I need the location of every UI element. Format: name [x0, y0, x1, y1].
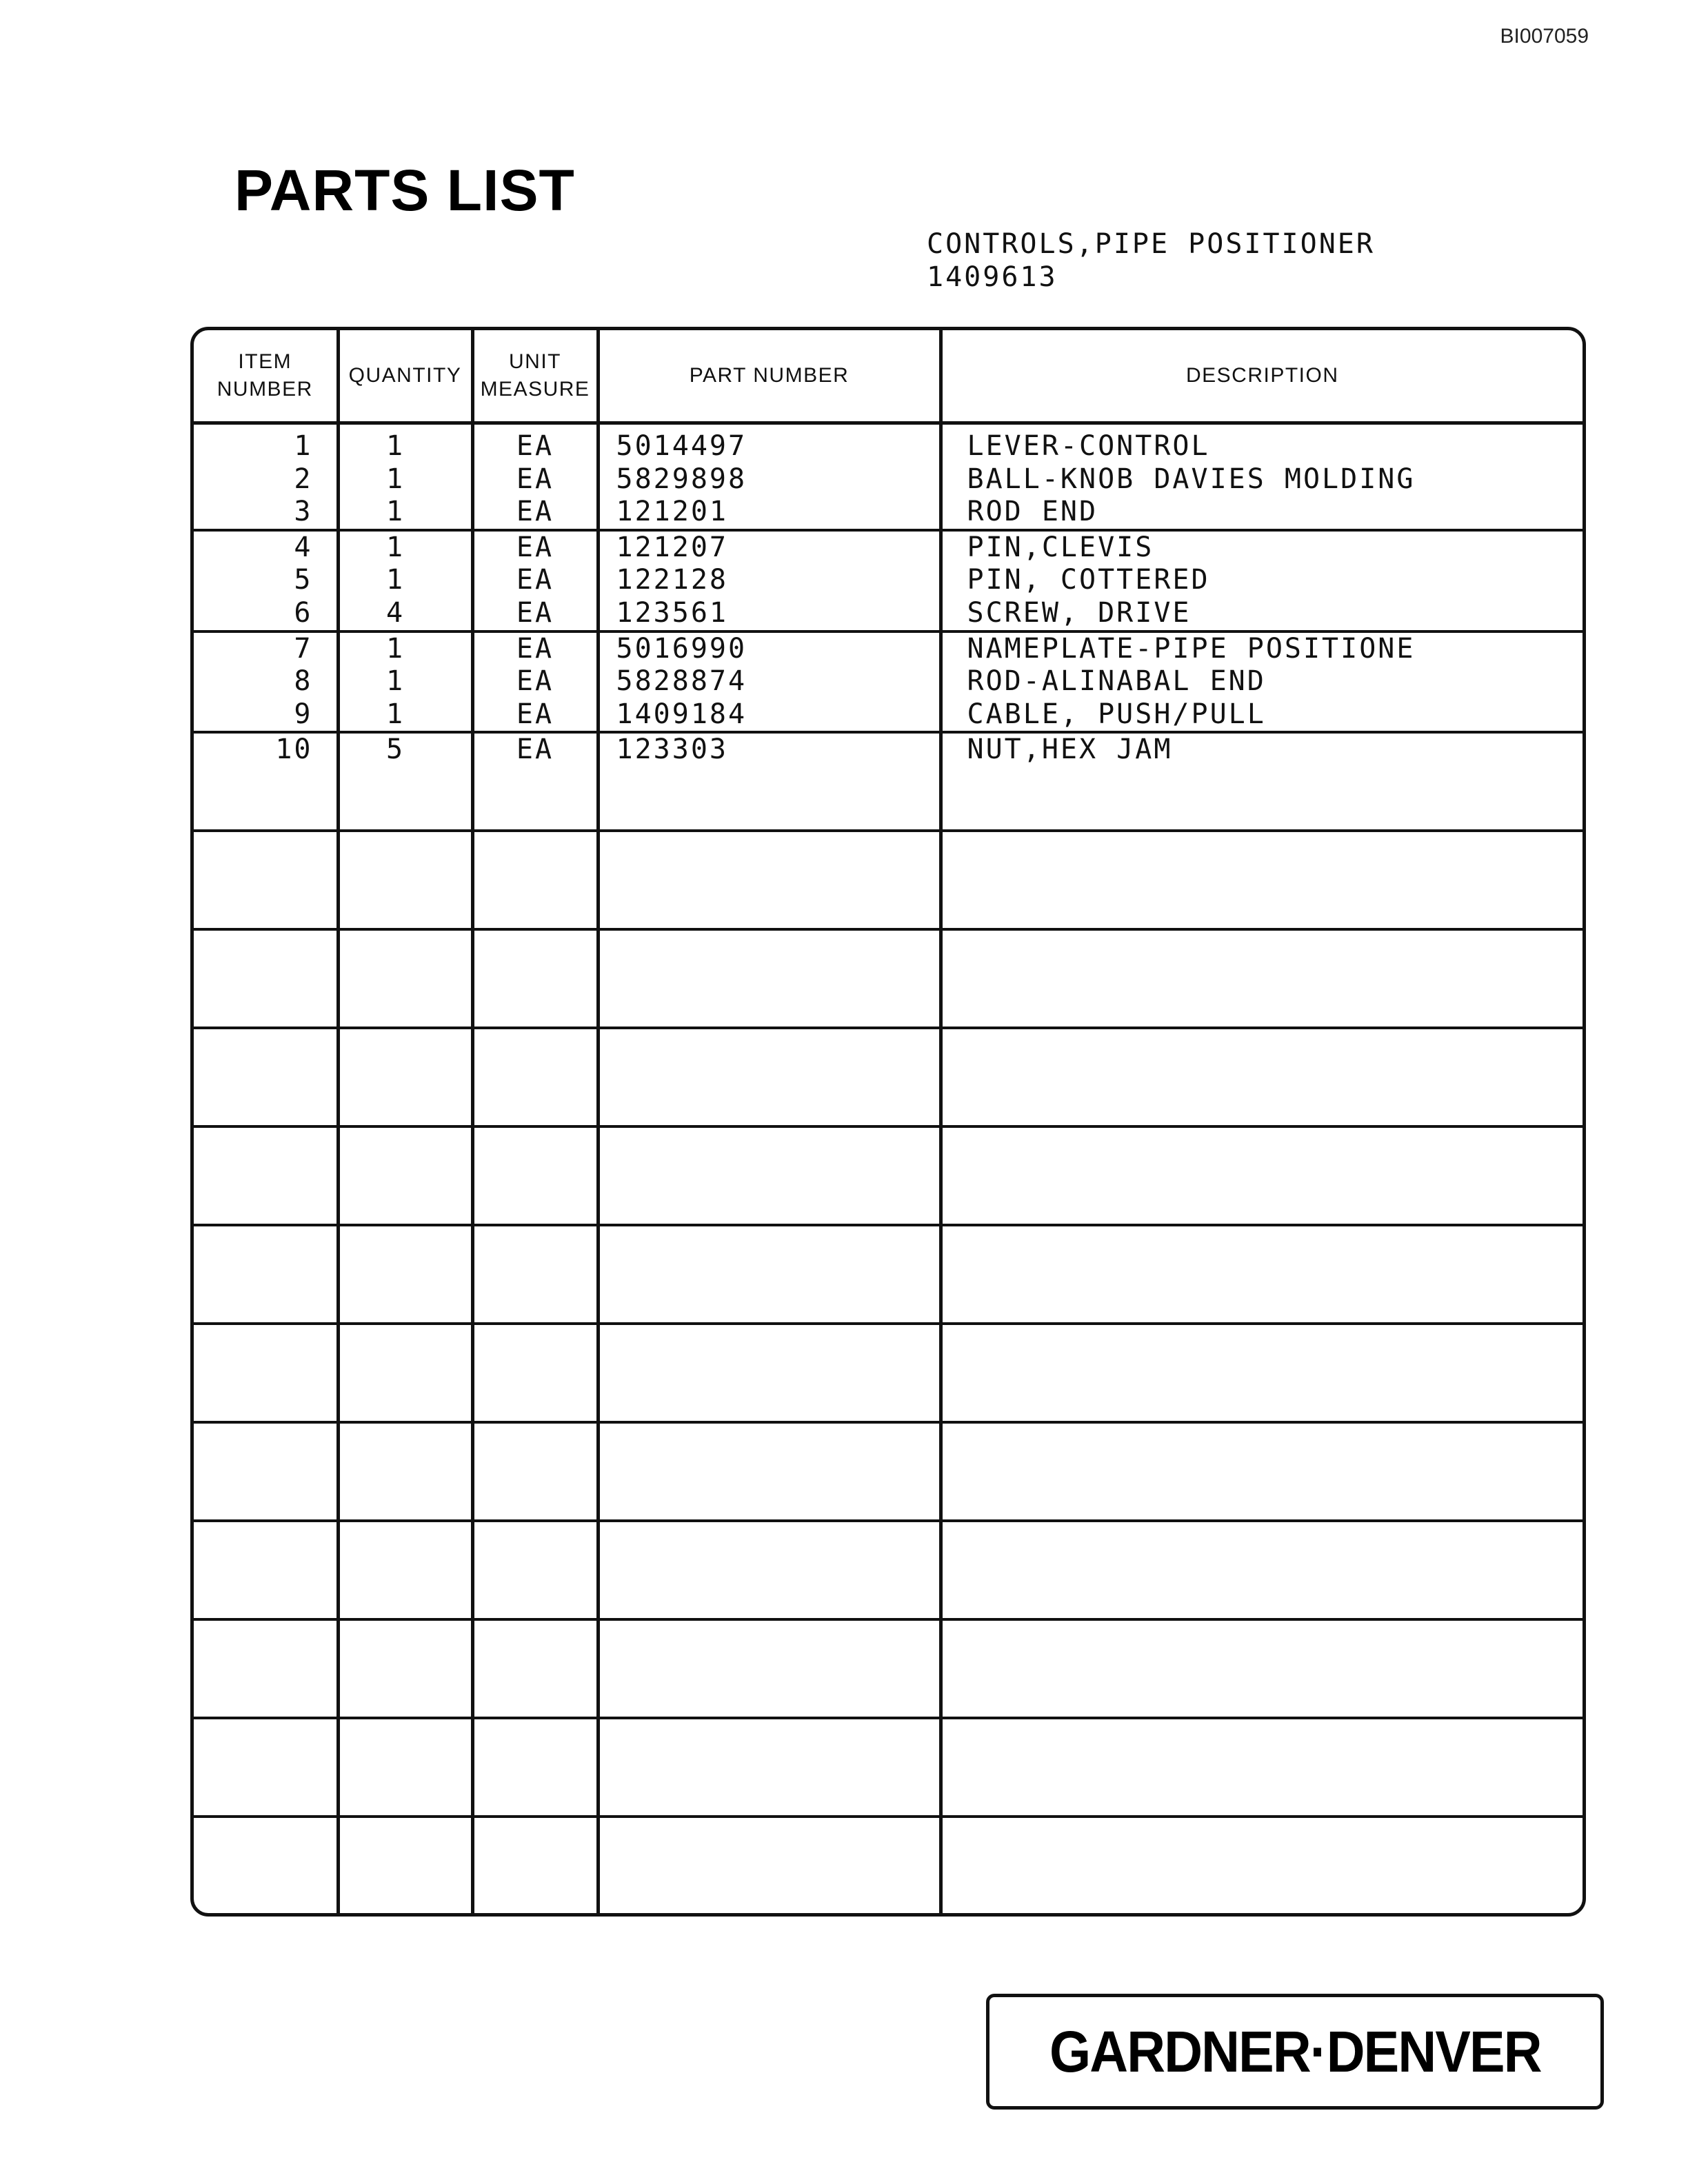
part-number-text: 5829898: [616, 463, 747, 495]
item-number-text: 9: [294, 698, 313, 730]
unit-measure-cell: [472, 530, 598, 631]
description-text: CABLE, PUSH/PULL: [967, 698, 1266, 730]
part-number-text: 121201: [616, 496, 728, 528]
unit-measure-cell: [472, 831, 598, 929]
unit-measure-cell: [472, 1324, 598, 1422]
item-number-cell: [194, 1422, 338, 1521]
description-text: ROD-ALINABAL END: [967, 665, 1266, 698]
description-cell: [941, 1915, 1582, 1917]
item-number-cell: [194, 831, 338, 929]
description-cell: [941, 1126, 1582, 1225]
item-number-text: 2: [294, 463, 313, 495]
part-number-text: 121207: [616, 531, 728, 563]
quantity-cell: [338, 1422, 472, 1521]
column-header-part-number: PART NUMBER: [598, 330, 941, 423]
column-header-quantity: QUANTITY: [338, 330, 472, 423]
item-number-cell: [194, 929, 338, 1028]
unit-measure-cell: [472, 423, 598, 530]
table-row-group: [194, 732, 1582, 831]
document-id: BI007059: [1500, 25, 1589, 48]
item-number-text: 8: [294, 665, 313, 698]
quantity-cell: [338, 1718, 472, 1817]
quantity-text: 1: [385, 430, 405, 462]
table-row-group: [194, 423, 1582, 530]
table-row-group: [194, 1225, 1582, 1324]
part-number-text: 1409184: [616, 698, 747, 730]
unit-measure-text: EA: [516, 496, 554, 528]
quantity-text: 1: [385, 665, 405, 698]
description-cell: [941, 530, 1582, 631]
description-cell: [941, 1324, 1582, 1422]
part-number-cell: [598, 929, 941, 1028]
column-header-description: DESCRIPTION: [941, 330, 1582, 423]
column-header-item-number: ITEM NUMBER: [194, 330, 338, 423]
table-row-group: [194, 1028, 1582, 1126]
unit-measure-text: EA: [516, 531, 554, 563]
unit-measure-text: EA: [516, 665, 554, 698]
item-number-cell: [194, 1028, 338, 1126]
table-row-group: [194, 1126, 1582, 1225]
table-row-group: [194, 1619, 1582, 1718]
quantity-text: 1: [385, 463, 405, 495]
assembly-name: CONTROLS,PIPE POSITIONER: [927, 228, 1375, 260]
unit-measure-cell: [472, 732, 598, 831]
unit-measure-cell: [472, 1817, 598, 1915]
description-cell: [941, 1817, 1582, 1915]
item-number-text: 6: [294, 596, 313, 629]
quantity-cell: [338, 929, 472, 1028]
item-number-cell: [194, 423, 338, 530]
table-row-group: [194, 929, 1582, 1028]
quantity-cell: [338, 732, 472, 831]
item-number-cell: [194, 1619, 338, 1718]
description-text: BALL-KNOB DAVIES MOLDING: [967, 463, 1416, 495]
part-number-cell: [598, 732, 941, 831]
description-text: ROD END: [967, 496, 1098, 528]
part-number-cell: [598, 1817, 941, 1915]
item-number-cell: [194, 530, 338, 631]
table-row-group: [194, 831, 1582, 929]
table-row-group: [194, 1324, 1582, 1422]
unit-measure-cell: [472, 1225, 598, 1324]
quantity-cell: [338, 1521, 472, 1619]
description-text: SCREW, DRIVE: [967, 596, 1192, 629]
description-cell: [941, 831, 1582, 929]
unit-measure-cell: [472, 1718, 598, 1817]
quantity-cell: [338, 631, 472, 733]
item-number-text: 7: [294, 632, 313, 665]
quantity-cell: [338, 1225, 472, 1324]
item-number-cell: [194, 631, 338, 733]
description-text: NUT,HEX JAM: [967, 734, 1173, 766]
quantity-text: 5: [385, 734, 405, 766]
description-cell: [941, 1619, 1582, 1718]
part-number-text: 122128: [616, 564, 728, 596]
quantity-text: 4: [385, 596, 405, 629]
table-row-group: [194, 1718, 1582, 1817]
quantity-cell: [338, 1619, 472, 1718]
unit-measure-cell: [472, 1422, 598, 1521]
description-cell: [941, 732, 1582, 831]
quantity-text: 1: [385, 564, 405, 596]
description-cell: [941, 1225, 1582, 1324]
table-row-group: [194, 1817, 1582, 1915]
item-number-cell: [194, 1521, 338, 1619]
part-number-cell: [598, 1324, 941, 1422]
description-cell: [941, 1521, 1582, 1619]
item-number-cell: [194, 1817, 338, 1915]
quantity-cell: [338, 1324, 472, 1422]
part-number-text: 5016990: [616, 632, 747, 665]
item-number-text: 4: [294, 531, 313, 563]
quantity-cell: [338, 530, 472, 631]
part-number-cell: [598, 1126, 941, 1225]
part-number-text: 123561: [616, 596, 728, 629]
unit-measure-text: EA: [516, 463, 554, 495]
part-number-cell: [598, 831, 941, 929]
table-row-group: [194, 1422, 1582, 1521]
table-row-group: [194, 1915, 1582, 1917]
unit-measure-cell: [472, 1028, 598, 1126]
unit-measure-text: EA: [516, 430, 554, 462]
unit-measure-text: EA: [516, 632, 554, 665]
gardner-denver-logo: [986, 1994, 1604, 2110]
unit-measure-text: EA: [516, 564, 554, 596]
description-cell: [941, 1422, 1582, 1521]
part-number-cell: [598, 1422, 941, 1521]
unit-measure-text: EA: [516, 698, 554, 730]
table-row-group: [194, 631, 1582, 733]
part-number-text: 123303: [616, 734, 728, 766]
item-number-cell: [194, 1718, 338, 1817]
part-number-cell: [598, 530, 941, 631]
item-number-cell: [194, 1915, 338, 1917]
description-cell: [941, 423, 1582, 530]
part-number-cell: [598, 1915, 941, 1917]
item-number-cell: [194, 1324, 338, 1422]
assembly-heading: [927, 228, 1375, 294]
unit-measure-cell: [472, 1521, 598, 1619]
item-number-cell: [194, 1126, 338, 1225]
parts-table-body: [194, 423, 1582, 1917]
part-number-cell: [598, 1718, 941, 1817]
item-number-text: 1: [294, 430, 313, 462]
unit-measure-cell: [472, 631, 598, 733]
quantity-text: 1: [385, 632, 405, 665]
part-number-text: 5828874: [616, 665, 747, 698]
description-cell: [941, 929, 1582, 1028]
logo-wordmark: GARDNER·DENVER: [1049, 2019, 1541, 2084]
description-cell: [941, 1028, 1582, 1126]
table-header-row: [194, 330, 1582, 423]
item-number-cell: [194, 732, 338, 831]
part-number-cell: [598, 1619, 941, 1718]
table-row-group: [194, 530, 1582, 631]
unit-measure-cell: [472, 1126, 598, 1225]
unit-measure-text: EA: [516, 596, 554, 629]
quantity-cell: [338, 1126, 472, 1225]
item-number-text: 5: [294, 564, 313, 596]
parts-table: [190, 327, 1586, 1917]
description-cell: [941, 631, 1582, 733]
part-number-text: 5014497: [616, 430, 747, 462]
part-number-cell: [598, 423, 941, 530]
part-number-cell: [598, 1028, 941, 1126]
quantity-cell: [338, 1817, 472, 1915]
description-text: NAMEPLATE-PIPE POSITIONE: [967, 632, 1416, 665]
quantity-text: 1: [385, 496, 405, 528]
quantity-cell: [338, 423, 472, 530]
description-cell: [941, 1718, 1582, 1817]
page-title: PARTS LIST: [234, 158, 575, 223]
part-number-cell: [598, 631, 941, 733]
unit-measure-cell: [472, 1915, 598, 1917]
description-text: PIN,CLEVIS: [967, 531, 1154, 563]
quantity-cell: [338, 1915, 472, 1917]
column-header-unit-measure: UNIT MEASURE: [472, 330, 598, 423]
description-text: PIN, COTTERED: [967, 564, 1210, 596]
quantity-text: 1: [385, 531, 405, 563]
item-number-text: 10: [275, 734, 313, 766]
description-text: LEVER-CONTROL: [967, 430, 1210, 462]
assembly-number: 1409613: [927, 261, 1058, 293]
item-number-cell: [194, 1225, 338, 1324]
part-number-cell: [598, 1225, 941, 1324]
part-number-cell: [598, 1521, 941, 1619]
quantity-cell: [338, 831, 472, 929]
quantity-cell: [338, 1028, 472, 1126]
table-row-group: [194, 1521, 1582, 1619]
unit-measure-cell: [472, 1619, 598, 1718]
unit-measure-text: EA: [516, 734, 554, 766]
item-number-text: 3: [294, 496, 313, 528]
quantity-text: 1: [385, 698, 405, 730]
unit-measure-cell: [472, 929, 598, 1028]
